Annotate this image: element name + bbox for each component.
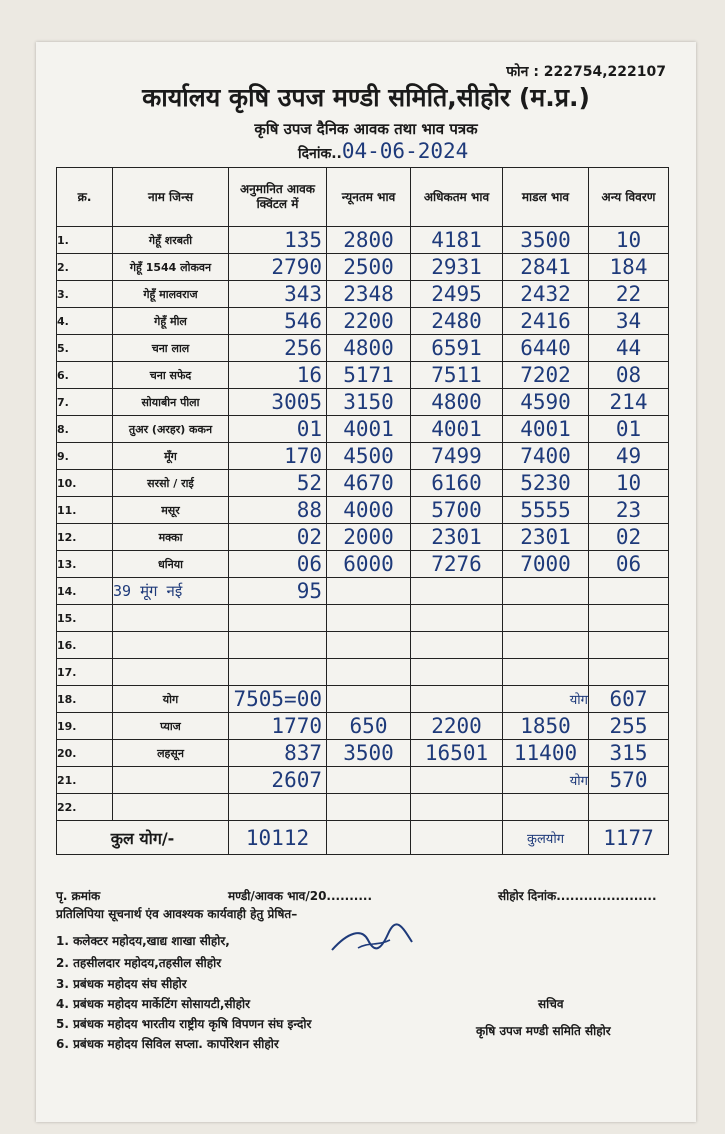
row-max: 2495 [411, 281, 503, 308]
row-other: 570 [589, 767, 669, 794]
date-line: दिनांक..04-06-2024 [298, 139, 469, 163]
row-sn: 17. [57, 659, 113, 686]
table-row [57, 389, 669, 416]
row-other: 02 [589, 524, 669, 551]
row-max [411, 794, 503, 821]
row-max: 7511 [411, 362, 503, 389]
row-other: 23 [589, 497, 669, 524]
row-max: 5700 [411, 497, 503, 524]
row-name: मक्का [113, 524, 229, 551]
row-qty: 06 [229, 551, 327, 578]
total-empty-2 [411, 821, 503, 855]
row-qty: 343 [229, 281, 327, 308]
row-max: 2200 [411, 713, 503, 740]
table-row [57, 227, 669, 254]
row-min: 2348 [327, 281, 411, 308]
row-sn: 5. [57, 335, 113, 362]
row-model [503, 605, 589, 632]
row-model: 1850 [503, 713, 589, 740]
table-row [57, 470, 669, 497]
row-sn: 6. [57, 362, 113, 389]
row-name: गेहूँ मील [113, 308, 229, 335]
table-row [57, 659, 669, 686]
col-max: अधिकतम भाव [411, 168, 503, 227]
row-name: सरसो / राई [113, 470, 229, 497]
row-other: 01 [589, 416, 669, 443]
row-qty [229, 794, 327, 821]
table-row [57, 551, 669, 578]
row-model: 4590 [503, 389, 589, 416]
row-sn: 7. [57, 389, 113, 416]
row-qty: 2790 [229, 254, 327, 281]
row-min: 4001 [327, 416, 411, 443]
row-other: 49 [589, 443, 669, 470]
row-sn: 12. [57, 524, 113, 551]
table-row [57, 524, 669, 551]
committee-label: कृषि उपज मण्डी समिति सीहोर [476, 1024, 611, 1038]
row-other: 607 [589, 686, 669, 713]
row-qty: 170 [229, 443, 327, 470]
table-row [57, 443, 669, 470]
row-min: 2200 [327, 308, 411, 335]
row-min: 3150 [327, 389, 411, 416]
recipient-6: 6. प्रबंधक महोदय सिविल सप्ला. कार्पोरेशन सीहोर [56, 1037, 279, 1051]
row-min: 4000 [327, 497, 411, 524]
table-row [57, 335, 669, 362]
table-row [57, 767, 669, 794]
document-subtitle: कृषि उपज दैनिक आवक तथा भाव पत्रक [254, 120, 478, 138]
row-sn: 3. [57, 281, 113, 308]
table-row [57, 794, 669, 821]
row-name: चना लाल [113, 335, 229, 362]
row-model: 4001 [503, 416, 589, 443]
row-name: गेहूँ 1544 लोकवन [113, 254, 229, 281]
row-sn: 4. [57, 308, 113, 335]
row-other: 44 [589, 335, 669, 362]
row-model: 3500 [503, 227, 589, 254]
row-max [411, 686, 503, 713]
recipient-5: 5. प्रबंधक महोदय भारतीय राष्ट्रीय कृषि विपणन संघ इन्दोर [56, 1017, 312, 1031]
row-qty: 52 [229, 470, 327, 497]
row-qty: 135 [229, 227, 327, 254]
row-min [327, 605, 411, 632]
row-max [411, 767, 503, 794]
row-sn: 21. [57, 767, 113, 794]
row-model: 5555 [503, 497, 589, 524]
date-value: 04-06-2024 [341, 139, 469, 163]
row-name: योग [113, 686, 229, 713]
row-min [327, 686, 411, 713]
row-name [113, 767, 229, 794]
phone-numbers: फोन : 222754,222107 [506, 64, 666, 80]
row-qty: 95 [229, 578, 327, 605]
total-yog-label: कुलयोग [503, 821, 589, 855]
total-other: 1177 [589, 821, 669, 855]
row-min: 6000 [327, 551, 411, 578]
row-other: 255 [589, 713, 669, 740]
col-qty: अनुमानित आवक क्विंटल में [229, 168, 327, 227]
table-row [57, 281, 669, 308]
table-row [57, 686, 669, 713]
row-name: सोयाबीन पीला [113, 389, 229, 416]
row-min [327, 578, 411, 605]
row-max: 4001 [411, 416, 503, 443]
row-model: 7202 [503, 362, 589, 389]
price-table [56, 167, 669, 855]
row-max: 4800 [411, 389, 503, 416]
col-other: अन्य विवरण [589, 168, 669, 227]
row-model [503, 632, 589, 659]
table-row [57, 362, 669, 389]
row-min [327, 794, 411, 821]
row-min: 4800 [327, 335, 411, 362]
table-row [57, 497, 669, 524]
row-sn: 16. [57, 632, 113, 659]
row-model: योग [503, 686, 589, 713]
row-max: 2301 [411, 524, 503, 551]
row-sn: 13. [57, 551, 113, 578]
row-name: मूँग [113, 443, 229, 470]
row-model: योग [503, 767, 589, 794]
col-name: नाम जिन्स [113, 168, 229, 227]
signature-mark [328, 922, 416, 958]
row-max: 2931 [411, 254, 503, 281]
row-qty: 2607 [229, 767, 327, 794]
row-model: 7000 [503, 551, 589, 578]
row-min [327, 767, 411, 794]
total-label: कुल योग/- [57, 821, 229, 855]
row-sn: 20. [57, 740, 113, 767]
row-min: 5171 [327, 362, 411, 389]
row-model: 2841 [503, 254, 589, 281]
row-name [113, 605, 229, 632]
row-qty: 88 [229, 497, 327, 524]
row-sn: 9. [57, 443, 113, 470]
office-title: कार्यालय कृषि उपज मण्डी समिति,सीहोर (म.प्र.) [142, 83, 590, 112]
document-sheet [36, 42, 696, 1122]
row-other [589, 659, 669, 686]
recipient-4: 4. प्रबंधक महोदय मार्केटिंग सोसायटी,सीहोर [56, 997, 251, 1011]
row-other: 06 [589, 551, 669, 578]
row-other [589, 578, 669, 605]
row-other: 214 [589, 389, 669, 416]
row-max: 7499 [411, 443, 503, 470]
row-sn: 15. [57, 605, 113, 632]
row-name: गेहूँ शरबती [113, 227, 229, 254]
row-model [503, 578, 589, 605]
table-row [57, 254, 669, 281]
table-row [57, 416, 669, 443]
row-other: 34 [589, 308, 669, 335]
row-min: 650 [327, 713, 411, 740]
row-qty: 02 [229, 524, 327, 551]
row-name: चना सफेद [113, 362, 229, 389]
total-empty-1 [327, 821, 411, 855]
row-sn: 2. [57, 254, 113, 281]
col-sn: क्र. [57, 168, 113, 227]
table-row [57, 740, 669, 767]
row-qty [229, 659, 327, 686]
row-other [589, 794, 669, 821]
row-max [411, 578, 503, 605]
row-max: 7276 [411, 551, 503, 578]
row-sn: 14. [57, 578, 113, 605]
row-max [411, 605, 503, 632]
row-other: 10 [589, 227, 669, 254]
row-model: 2301 [503, 524, 589, 551]
row-name [113, 632, 229, 659]
table-row [57, 308, 669, 335]
row-name [113, 659, 229, 686]
col-model: माडल भाव [503, 168, 589, 227]
recipient-2: 2. तहसीलदार महोदय,तहसील सीहोर [56, 956, 222, 970]
forward-note: प्रतिलिपिया सूचनार्थ एंव आवश्यक कार्यवाही हेतु प्रेषित– [56, 907, 298, 921]
row-max: 2480 [411, 308, 503, 335]
ref-number: पृ. क्रमांक [56, 889, 101, 903]
row-min: 2000 [327, 524, 411, 551]
row-model: 2416 [503, 308, 589, 335]
row-name: धनिया [113, 551, 229, 578]
row-name: 39 मूंग नई [113, 578, 229, 605]
recipient-3: 3. प्रबंधक महोदय संघ सीहोर [56, 977, 187, 991]
row-other: 08 [589, 362, 669, 389]
row-qty: 16 [229, 362, 327, 389]
row-name: प्याज [113, 713, 229, 740]
total-qty: 10112 [229, 821, 327, 855]
row-name: मसूर [113, 497, 229, 524]
row-max: 4181 [411, 227, 503, 254]
table-row [57, 578, 669, 605]
row-other: 315 [589, 740, 669, 767]
row-sn: 22. [57, 794, 113, 821]
row-qty [229, 632, 327, 659]
recipient-1: 1. कलेक्टर महोदय,खाद्य शाखा सीहोर, [56, 934, 230, 948]
total-row [57, 821, 669, 855]
row-other [589, 632, 669, 659]
row-sn: 10. [57, 470, 113, 497]
row-name [113, 794, 229, 821]
col-min: न्यूनतम भाव [327, 168, 411, 227]
table-row [57, 713, 669, 740]
row-qty: 7505=00 [229, 686, 327, 713]
table-header-row [57, 168, 669, 227]
row-max: 6160 [411, 470, 503, 497]
row-model: 5230 [503, 470, 589, 497]
row-name: तुअर (अरहर) ककन [113, 416, 229, 443]
mandi-bhav: मण्डी/आवक भाव/20.......... [228, 889, 373, 903]
row-min: 2500 [327, 254, 411, 281]
secretary-label: सचिव [538, 997, 564, 1011]
row-model: 7400 [503, 443, 589, 470]
row-max: 6591 [411, 335, 503, 362]
table-row [57, 605, 669, 632]
row-min: 4670 [327, 470, 411, 497]
row-qty: 837 [229, 740, 327, 767]
table-row [57, 632, 669, 659]
sehore-date: सीहोर दिनांक...................... [498, 889, 657, 903]
row-qty: 1770 [229, 713, 327, 740]
row-qty: 256 [229, 335, 327, 362]
row-other: 10 [589, 470, 669, 497]
row-min: 3500 [327, 740, 411, 767]
row-qty: 546 [229, 308, 327, 335]
row-sn: 11. [57, 497, 113, 524]
row-min: 4500 [327, 443, 411, 470]
row-other: 22 [589, 281, 669, 308]
row-other [589, 605, 669, 632]
row-qty: 3005 [229, 389, 327, 416]
row-qty: 01 [229, 416, 327, 443]
row-name: लहसून [113, 740, 229, 767]
row-min [327, 659, 411, 686]
date-label: दिनांक [298, 146, 332, 162]
row-model: 11400 [503, 740, 589, 767]
row-sn: 19. [57, 713, 113, 740]
row-min: 2800 [327, 227, 411, 254]
row-model [503, 659, 589, 686]
row-model: 6440 [503, 335, 589, 362]
row-qty [229, 605, 327, 632]
row-max [411, 659, 503, 686]
row-min [327, 632, 411, 659]
row-sn: 1. [57, 227, 113, 254]
row-sn: 18. [57, 686, 113, 713]
row-model: 2432 [503, 281, 589, 308]
row-other: 184 [589, 254, 669, 281]
row-max: 16501 [411, 740, 503, 767]
row-name: गेहूँ मालवराज [113, 281, 229, 308]
row-max [411, 632, 503, 659]
row-model [503, 794, 589, 821]
row-sn: 8. [57, 416, 113, 443]
